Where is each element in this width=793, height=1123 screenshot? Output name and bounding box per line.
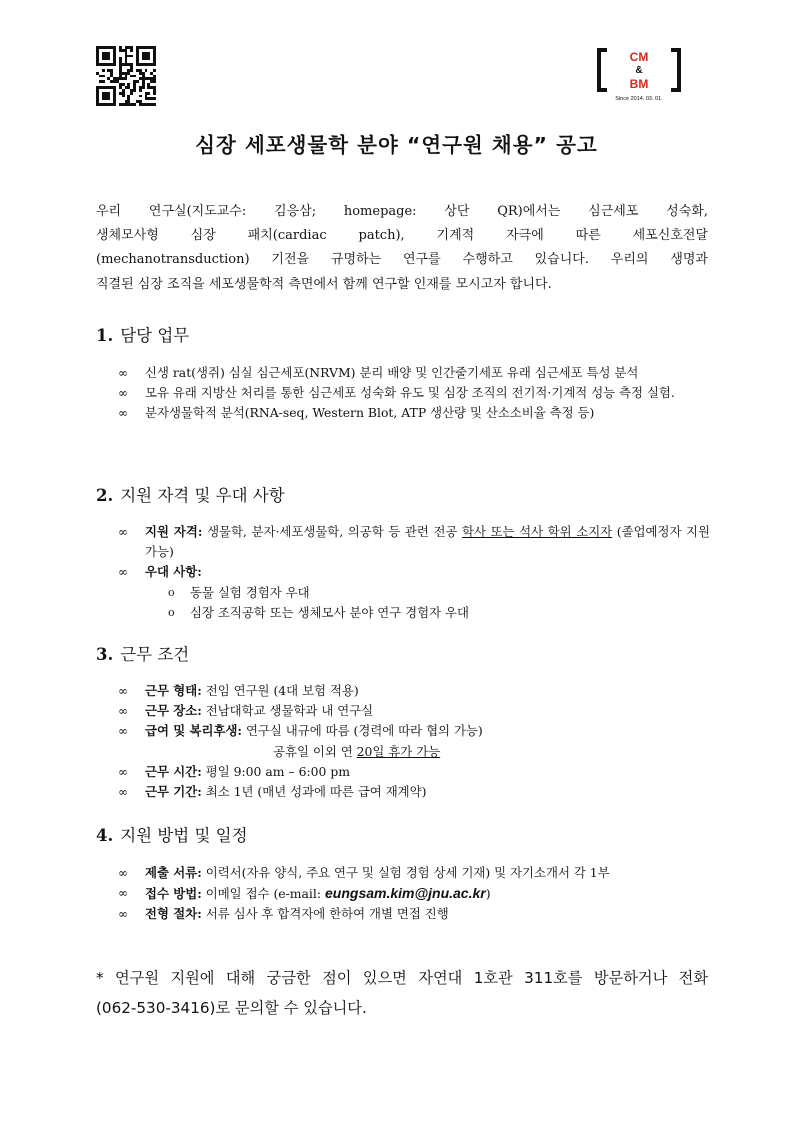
item-text: (졸업예정자 지원 가능) (145, 524, 710, 560)
footer-line: * 연구원 지원에 대해 궁금한 점이 있으면 자연대 1호관 311호를 방문하거나 전화 (96, 969, 708, 987)
list-item: ∞ 모유 유래 지방산 처리를 통한 심근세포 성숙화 유도 및 심장 조직의 전기적·기계적 성능 측정 실험. (118, 383, 710, 403)
application-list (118, 863, 710, 925)
conditions-list (118, 681, 710, 802)
page-title: 심장 세포생물학 분야 “연구원 채용” 공고 (195, 133, 598, 157)
section-heading-application (96, 822, 248, 846)
section-number: 2. (96, 486, 114, 505)
item-text: 평일 9:00 am – 6:00 pm (205, 763, 351, 779)
item-label: 근무 형태: (145, 683, 202, 698)
section-title: 지원 방법 및 일정 (120, 826, 248, 845)
qualifications-list (118, 522, 710, 623)
intro-paragraph (96, 200, 708, 297)
item-label: 근무 기간: (145, 784, 202, 800)
qr-code[interactable] (96, 46, 156, 106)
item-label: 급여 및 복리후생: (145, 723, 242, 739)
item-label: 전형 절차: (145, 906, 202, 922)
intro-line: (mechanotransduction) 기전을 규명하는 연구를 수행하고 있습니다. 우리의 생명과 (96, 252, 708, 268)
list-item (118, 681, 710, 701)
list-item (118, 904, 710, 924)
list-item (118, 782, 710, 802)
item-underlined: 학사 또는 석사 학위 소지자 (462, 524, 613, 539)
list-item (118, 701, 710, 721)
item-text: 공휴일 이외 연 (273, 743, 353, 759)
list-item (118, 522, 710, 562)
item-text: ) (485, 886, 491, 902)
section-number: 1. (96, 326, 114, 345)
item-text: 이메일 접수 (e-mail: (205, 886, 322, 902)
logo-cm: CM (629, 50, 649, 64)
item-continuation (145, 742, 710, 762)
item-label: 지원 자격: (145, 524, 203, 539)
list-item: ∞ 신생 rat(생쥐) 심실 심근세포(NRVM) 분리 배양 및 인간줄기세포 유래 심근세포 특성 분석 (118, 363, 710, 383)
section-heading-duties (96, 322, 189, 346)
sub-list (145, 583, 710, 623)
email-link[interactable]: eungsam.kim@jnu.ac.kr (325, 885, 486, 902)
list-item (118, 562, 710, 623)
intro-line: 우리 연구실(지도교수: 김응삼; homepage: 상단 QR)에서는 심근세포 성숙화, (96, 204, 708, 219)
list-item (118, 721, 710, 761)
sub-list-item: o 심장 조직공학 또는 생체모사 분야 연구 경험자 우대 (145, 603, 710, 623)
section-heading-qualifications (96, 482, 285, 506)
logo-since: Since 2014. 03. 01. (615, 96, 663, 102)
item-label: 근무 시간: (145, 763, 202, 779)
list-item (118, 863, 710, 883)
item-underlined: 20일 휴가 가능 (356, 743, 441, 759)
item-text: 서류 심사 후 합격자에 한하여 개별 면접 진행 (205, 906, 449, 922)
sub-list-item: o 동물 실험 경험자 우대 (145, 583, 710, 603)
section-title: 근무 조건 (120, 645, 190, 664)
item-label: 근무 장소: (145, 703, 202, 719)
duties-list (118, 363, 710, 424)
item-text: 전남대학교 생물학과 내 연구실 (205, 703, 374, 719)
logo-amp: & (635, 65, 643, 76)
list-item (118, 762, 710, 782)
item-text: 연구실 내규에 따름 (경력에 따라 협의 가능) (245, 723, 483, 739)
section-number: 4. (96, 826, 114, 845)
item-text: 이력서(자유 양식, 주요 연구 및 실험 경험 상세 기재) 및 자기소개서 각 1부 (205, 865, 610, 880)
item-label: 제출 서류: (145, 865, 202, 880)
list-item: ∞ 분자생물학적 분석(RNA-seq, Western Blot, ATP 생산량 및 산소소비율 측정 등) (118, 403, 710, 423)
footer-line: (062-530-3416)로 문의할 수 있습니다. (96, 999, 367, 1017)
intro-line: 직결된 심장 조직을 세포생물학적 측면에서 함께 연구할 인재를 모시고자 합니다. (96, 276, 552, 292)
item-label: 접수 방법: (145, 886, 202, 902)
intro-line: 생체모사형 심장 패치(cardiac patch), 기계적 자극에 따른 세포신호전달 (96, 228, 708, 244)
section-number: 3. (96, 645, 114, 664)
section-heading-conditions (96, 641, 189, 665)
item-text: 최소 1년 (매년 성과에 따른 급여 재계약) (205, 784, 427, 800)
lab-logo (597, 44, 681, 106)
contact-note (96, 963, 708, 1023)
section-title: 담당 업무 (120, 326, 190, 345)
section-title: 지원 자격 및 우대 사항 (120, 486, 285, 505)
item-text: 전임 연구원 (4대 보험 적용) (205, 683, 359, 698)
item-label: 우대 사항: (145, 564, 202, 580)
logo-bm: BM (629, 77, 649, 91)
list-item (118, 883, 710, 904)
item-text: 생물학, 분자·세포생물학, 의공학 등 관련 전공 (207, 524, 458, 539)
